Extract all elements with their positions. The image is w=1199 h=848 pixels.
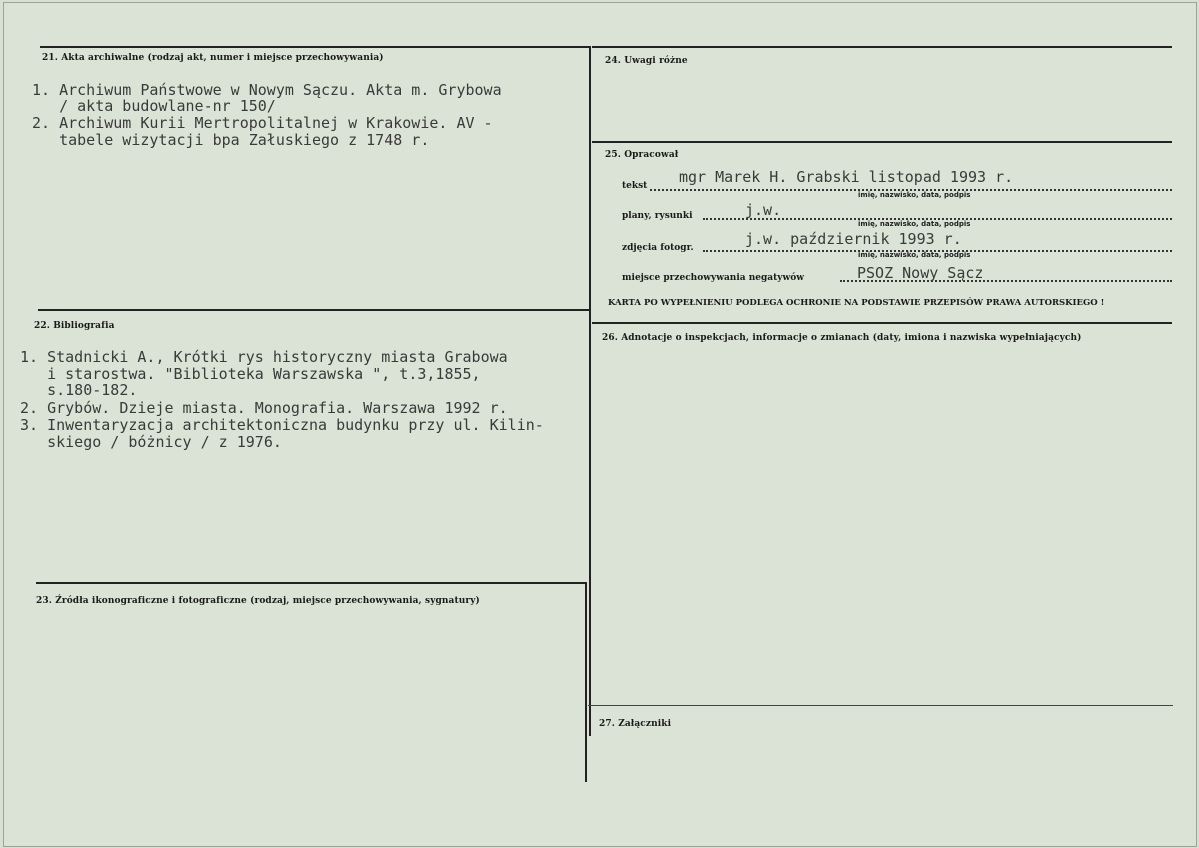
sec21-label: 21. Akta archiwalne (rodzaj akt, numer i miejsce przechowywania) [42, 53, 384, 63]
plany-sublabel: imię, nazwisko, data, podpis [858, 220, 971, 228]
copyright-notice: KARTA PO WYPEŁNIENIU PODLEGA OCHRONIE NA PODSTAWIE PRZEPISÓW PRAWA AUTORSKIEGO ! [608, 298, 1105, 308]
zdjecia-sublabel: imię, nazwisko, data, podpis [858, 251, 971, 259]
sec22-bottom-rule [36, 582, 587, 584]
zdjecia-value: j.w. październik 1993 r. [745, 230, 962, 248]
sec22-line-5: 3. Inwentaryzacja architektoniczna budynku przy ul. Kilin- [20, 416, 544, 434]
sec21-line-1: 1. Archiwum Państwowe w Nowym Sączu. Akta m. Grybowa [32, 81, 502, 99]
sec22-line-4: 2. Grybów. Dzieje miasta. Monografia. Warszawa 1992 r. [20, 399, 508, 417]
miejsce-label: miejsce przechowywania negatywów [622, 273, 804, 283]
zdjecia-label: zdjęcia fotogr. [622, 243, 694, 253]
tekst-label: tekst [622, 181, 648, 191]
sec22-line-1: 1. Stadnicki A., Krótki rys historyczny miasta Grabowa [20, 348, 508, 366]
miejsce-value: PSOZ Nowy Sącz [857, 264, 984, 282]
sec26-bottom-rule [588, 705, 1173, 706]
sec23-label: 23. Źródła ikonograficzne i fotograficzne (rodzaj, miejsce przechowywania, sygnatury) [36, 596, 480, 606]
sec21-line-2: / akta budowlane-nr 150/ [32, 97, 276, 115]
sec24-bottom-rule [592, 141, 1172, 143]
tekst-sublabel: imię, nazwisko, data, podpis [858, 191, 971, 199]
plany-value: j.w. [745, 201, 782, 219]
sec22-line-6: skiego / bóżnicy / z 1976. [20, 433, 282, 451]
sec21-bottom-rule [38, 309, 589, 311]
sec26-label: 26. Adnotacje o inspekcjach, informacje o zmianach (daty, imiona i nazwiska wypełniających) [602, 333, 1082, 343]
lower-divider [585, 582, 587, 782]
sec22-line-3: s.180-182. [20, 381, 138, 399]
sec21-line-4: tabele wizytacji bpa Załuskiego z 1748 r. [32, 131, 430, 149]
tekst-value: mgr Marek H. Grabski listopad 1993 r. [679, 168, 1014, 186]
sec27-label: 27. Załączniki [599, 719, 672, 729]
sec25-bottom-rule [592, 322, 1172, 324]
sec21-line-3: 2. Archiwum Kurii Mertropolitalnej w Krakowie. AV - [32, 114, 493, 132]
sec24-label: 24. Uwagi różne [605, 56, 688, 66]
sec22-line-2: i starostwa. "Biblioteka Warszawska ", t.3,1855, [20, 365, 481, 383]
plany-label: plany, rysunki [622, 211, 693, 221]
sec22-label: 22. Bibliografia [34, 321, 115, 331]
sec25-label: 25. Opracował [605, 150, 679, 160]
top-rule-right [592, 46, 1172, 48]
top-rule-left [40, 46, 590, 48]
center-divider [589, 46, 591, 736]
